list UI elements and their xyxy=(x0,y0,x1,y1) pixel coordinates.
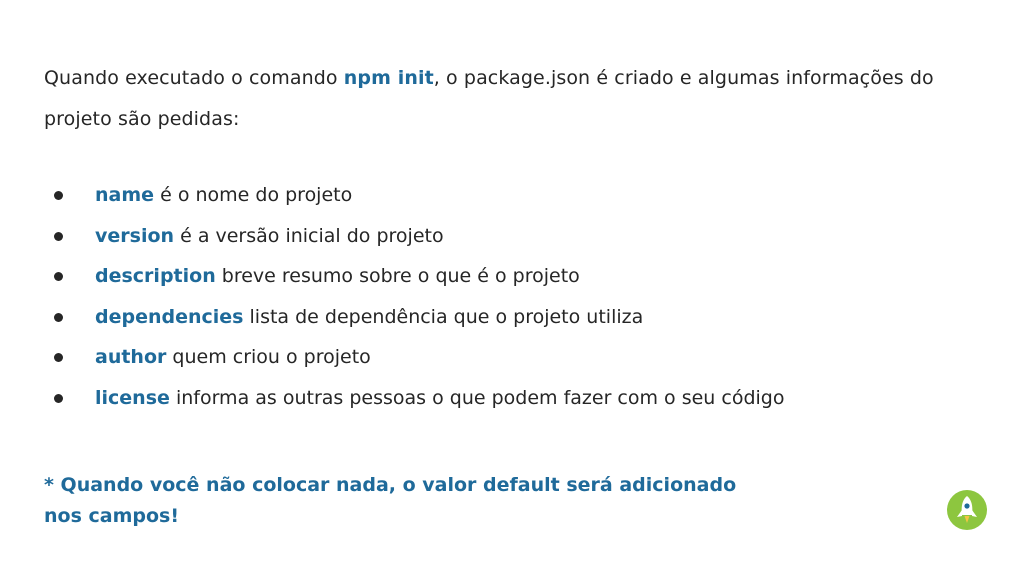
list-item-license xyxy=(52,378,784,419)
default-note xyxy=(44,470,844,532)
field-term: author xyxy=(95,346,167,369)
intro-text-end: , o package.json é criado e algumas informações do projeto são pedidas: xyxy=(44,67,934,130)
bullet-icon xyxy=(54,232,63,241)
note-line-2: nos campos! xyxy=(44,505,180,527)
intro-text-start: Quando executado o comando xyxy=(44,67,344,89)
field-term: name xyxy=(95,184,155,206)
bullet-icon xyxy=(54,394,63,403)
bullet-icon xyxy=(54,272,63,281)
field-desc: quem criou o projeto xyxy=(166,346,371,369)
bullet-icon xyxy=(54,313,63,322)
field-term: description xyxy=(95,265,216,288)
list-item-name xyxy=(52,175,784,216)
field-desc: lista de dependência que o projeto utiliza xyxy=(243,305,644,328)
field-desc: informa as outras pessoas o que podem fazer com o seu código xyxy=(169,386,785,409)
bullet-icon xyxy=(54,353,63,362)
list-item-author xyxy=(52,337,784,378)
field-desc: é o nome do projeto xyxy=(154,184,353,206)
intro-keyword: npm init xyxy=(343,67,434,89)
field-term: license xyxy=(95,386,170,409)
field-term: version xyxy=(95,224,175,247)
note-line-1: * Quando você não colocar nada, o valor default será adicionado xyxy=(44,474,737,496)
list-item-dependencies xyxy=(52,297,784,338)
field-desc: breve resumo sobre o que é o projeto xyxy=(215,265,580,288)
bullet-icon xyxy=(54,191,63,200)
rocket-badge-icon xyxy=(946,489,988,531)
intro-paragraph xyxy=(44,58,944,140)
list-item-description xyxy=(52,256,784,297)
field-desc: é a versão inicial do projeto xyxy=(174,224,444,247)
field-term: dependencies xyxy=(95,305,244,328)
list-item-version xyxy=(52,216,784,257)
field-list xyxy=(52,175,784,419)
